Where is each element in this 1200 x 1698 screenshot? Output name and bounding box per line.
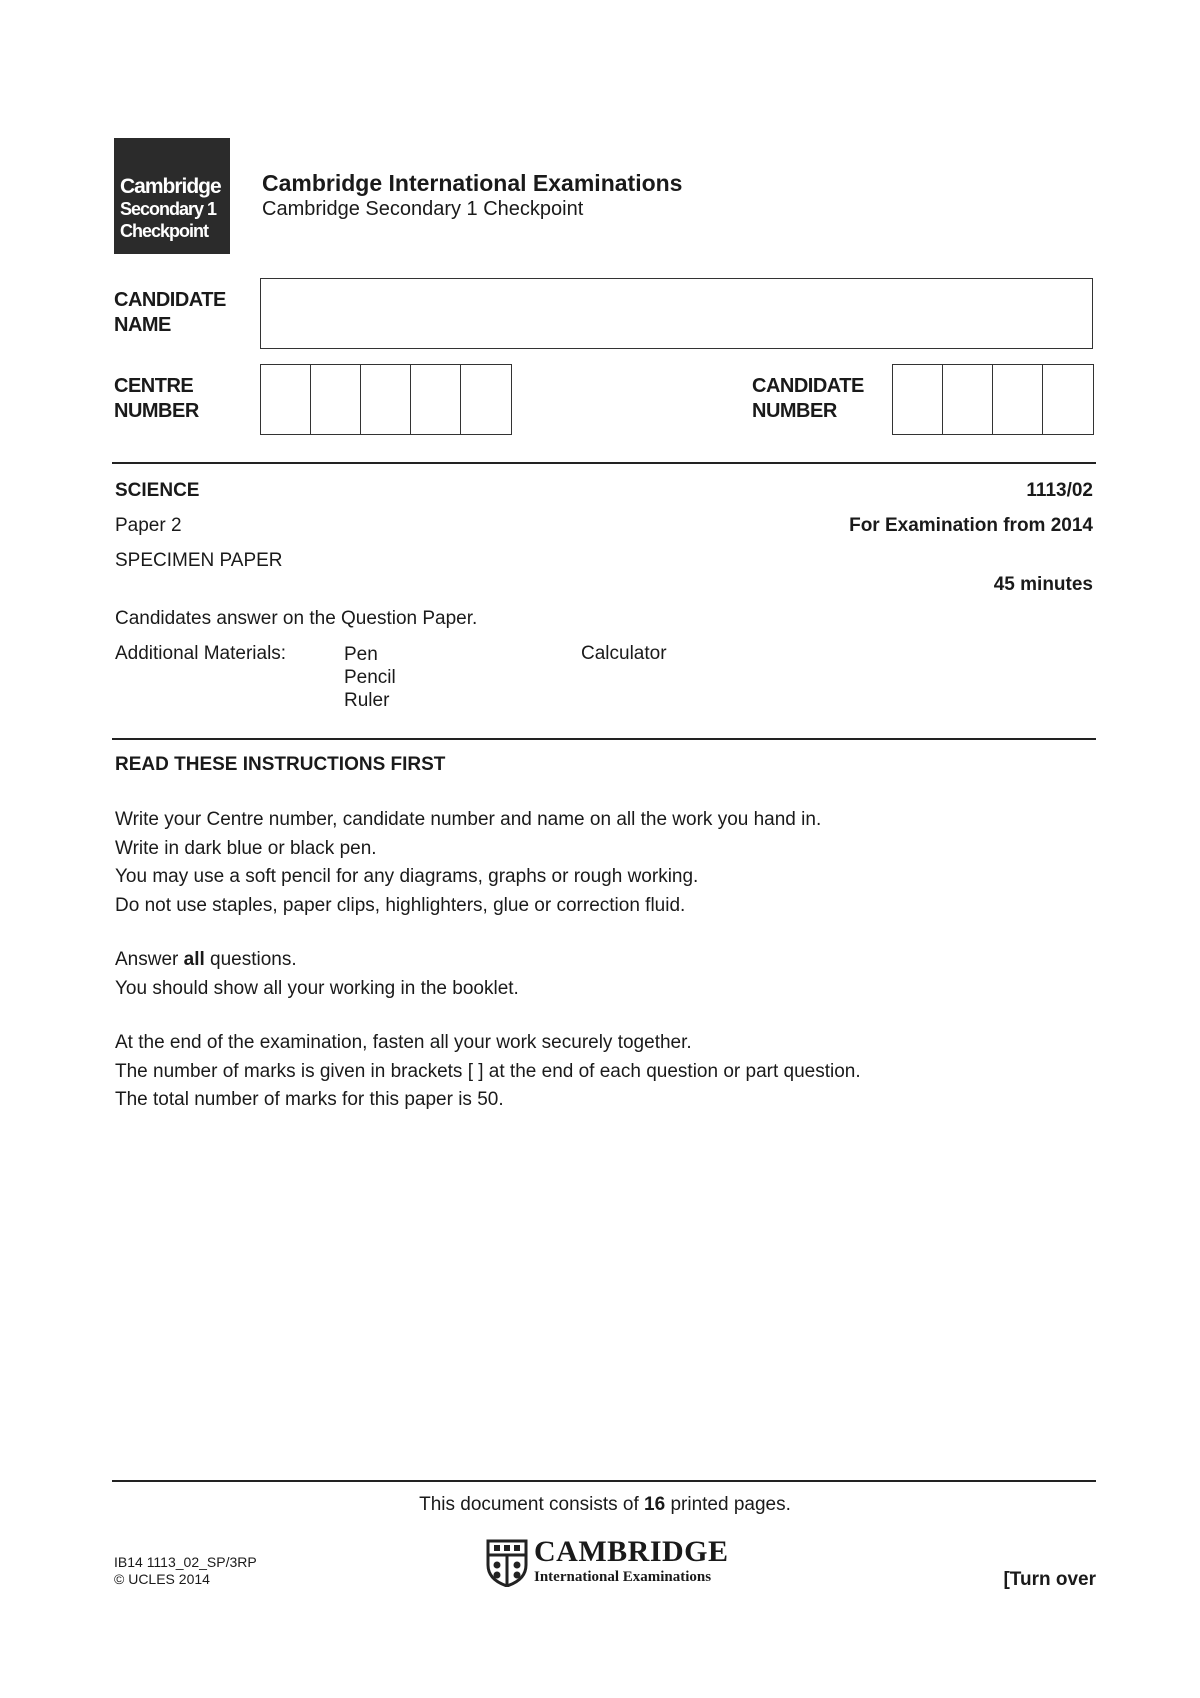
divider-bottom (112, 1480, 1096, 1482)
duration: 45 minutes (993, 574, 1093, 595)
paper-code: 1113/02 (1026, 480, 1093, 501)
candidate-number-boxes[interactable] (892, 364, 1094, 435)
centre-number-cell[interactable] (411, 365, 461, 435)
divider-top (112, 462, 1096, 464)
specimen-label: SPECIMEN PAPER (115, 550, 283, 571)
candidate-number-cell[interactable] (1043, 365, 1093, 435)
footer-reference (114, 1554, 257, 1588)
candidate-number-label (752, 374, 864, 424)
answer-bold: all (183, 949, 205, 970)
additional-materials-label: Additional Materials: (115, 643, 287, 664)
centre-number-cell[interactable] (311, 365, 361, 435)
material-item: Pencil (344, 667, 396, 688)
instruction-line: At the end of the examination, fasten all your work securely together. (115, 1032, 692, 1053)
ref-code: IB14 1113_02_SP/3RP (114, 1554, 257, 1570)
board-title: Cambridge International Examinations (262, 170, 683, 196)
centre-number-cell[interactable] (461, 365, 511, 435)
candidate-number-cell[interactable] (943, 365, 993, 435)
exam-from: For Examination from 2014 (849, 515, 1093, 536)
centre-number-label-line2: NUMBER (114, 400, 199, 422)
turn-over: [Turn over (1003, 1569, 1096, 1590)
board-subtitle: Cambridge Secondary 1 Checkpoint (262, 198, 584, 220)
material-item: Pen (344, 644, 378, 665)
checkpoint-logo (114, 138, 230, 254)
instructions-heading: READ THESE INSTRUCTIONS FIRST (115, 754, 446, 775)
candidate-name-label (114, 288, 226, 338)
instruction-line: Do not use staples, paper clips, highlighters, glue or correction fluid. (115, 894, 686, 916)
centre-number-label-line1: CENTRE (114, 375, 194, 397)
candidate-number-cell[interactable] (993, 365, 1043, 435)
centre-number-boxes[interactable] (260, 364, 512, 435)
subject: SCIENCE (115, 480, 200, 501)
instruction-line: You should show all your working in the booklet. (115, 977, 519, 999)
crest-icon (486, 1539, 528, 1587)
candidate-number-label-line2: NUMBER (752, 400, 837, 422)
divider-middle (112, 738, 1096, 740)
copyright: © UCLES 2014 (114, 1571, 210, 1587)
centre-number-label (114, 374, 199, 424)
instruction-line: You may use a soft pencil for any diagrams, graphs or rough working. (115, 866, 699, 887)
page-count: 16 (644, 1494, 666, 1515)
answer-post: questions. (204, 949, 297, 970)
candidate-name-field[interactable] (260, 278, 1093, 349)
logo-line-3: Checkpoint (120, 221, 209, 241)
logo-line-1: Cambridge (120, 175, 221, 198)
instruction-line: The total number of marks for this paper is 50. (115, 1089, 504, 1110)
candidate-number-label-line1: CANDIDATE (752, 375, 864, 397)
cambridge-logo (486, 1535, 729, 1589)
material-item: Calculator (581, 643, 667, 664)
answer-on-paper: Candidates answer on the Question Paper. (115, 608, 478, 629)
instruction-line: Write your Centre number, candidate number and name on all the work you hand in. (115, 809, 822, 830)
centre-number-cell[interactable] (261, 365, 311, 435)
instructions-body (115, 806, 861, 1115)
brand-main: CAMBRIDGE (534, 1535, 729, 1568)
instruction-line: The number of marks is given in brackets [ ] at the end of each question or part question. (115, 1060, 861, 1082)
page-count-pre: This document consists of (419, 1494, 645, 1515)
candidate-name-label-line1: CANDIDATE (114, 289, 226, 311)
page-count-post: printed pages. (665, 1494, 791, 1515)
brand-sub: International Examinations (534, 1569, 712, 1585)
centre-number-cell[interactable] (361, 365, 411, 435)
logo-line-2: Secondary 1 (120, 199, 217, 219)
instruction-line: Write in dark blue or black pen. (115, 837, 377, 859)
materials-list (344, 643, 396, 712)
material-item: Ruler (344, 690, 390, 711)
candidate-number-cell[interactable] (893, 365, 943, 435)
candidate-name-label-line2: NAME (114, 314, 171, 336)
answer-pre: Answer (115, 949, 184, 970)
page-count-note (0, 1494, 1200, 1516)
instruction-line (115, 946, 861, 975)
paper-number: Paper 2 (115, 515, 182, 536)
